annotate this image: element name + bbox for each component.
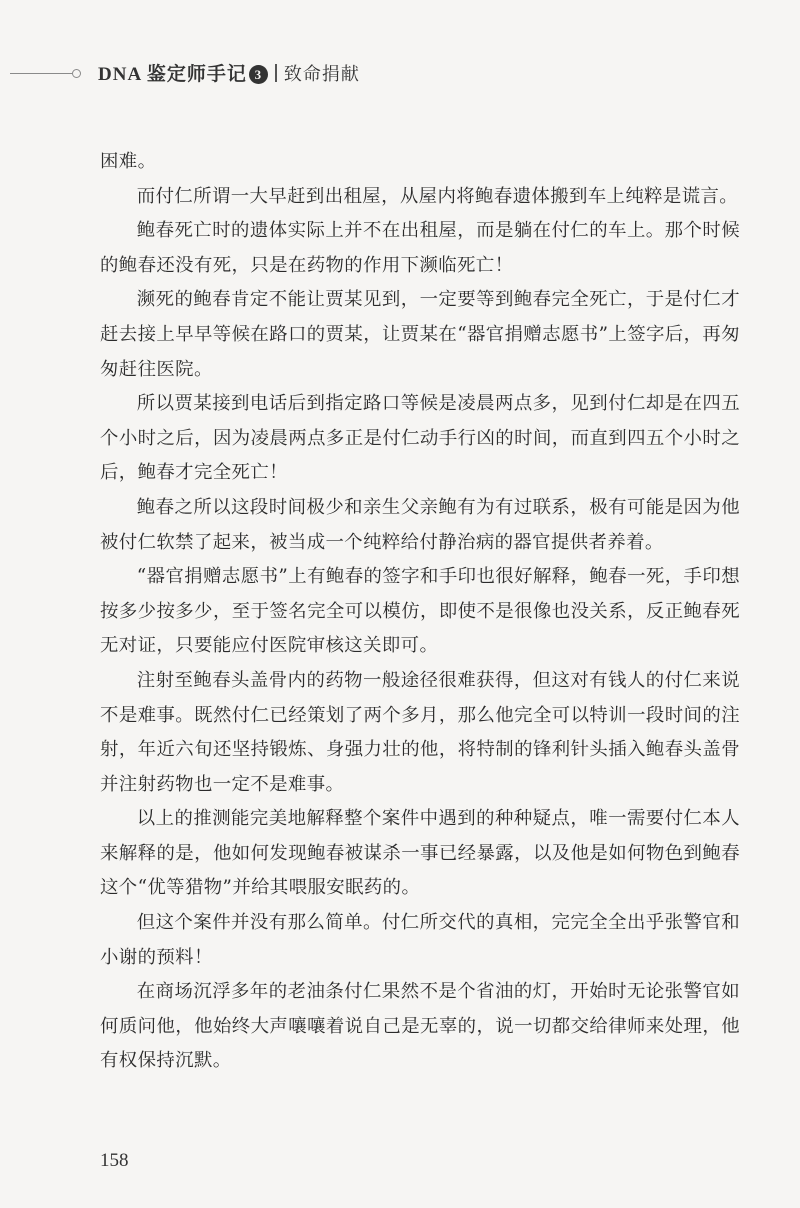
paragraph: 濒死的鲍春肯定不能让贾某见到，一定要等到鲍春完全死亡，于是付仁才赶去接上早早等候在路口的贾某，让贾某在“器官捐赠志愿书”上签字后，再匆匆赶往医院。 [100, 289, 740, 380]
paragraph: 所以贾某接到电话后到指定路口等候是凌晨两点多，见到付仁却是在四五个小时之后，因为凌晨两点多正是付仁动手行凶的时间，而直到四五个小时之后，鲍春才完全死亡！ [100, 393, 740, 484]
book-subtitle: 致命捐献 [283, 64, 360, 84]
paragraph: 但这个案件并没有那么简单。付仁所交代的真相，完完全全出乎张警官和小谢的预料！ [100, 912, 740, 968]
paragraph: 注射至鲍春头盖骨内的药物一般途径很难获得，但这对有钱人的付仁来说不是难事。既然付仁已经策划了两个多月，那么他完全可以特训一段时间的注射，年近六旬还坚持锻炼、身强力壮的他，将特制的锋利针头插入鲍春头盖骨并注射药物也一定不是难事。 [100, 669, 740, 795]
paragraph: 困难。 [100, 151, 157, 172]
paragraph: 鲍春之所以这段时间极少和亲生父亲鲍有为有过联系，极有可能是因为他被付仁软禁了起来，被当成一个纯粹给付静治病的器官提供者养着。 [100, 496, 740, 553]
running-header [0, 56, 800, 90]
book-title: DNA 鉴定师手记 [98, 64, 247, 85]
header-rule [10, 73, 72, 74]
page-number: 158 [100, 1150, 129, 1171]
header-separator [275, 64, 277, 82]
paragraph: 鲍春死亡时的遗体实际上并不在出租屋，而是躺在付仁的车上。那个时候的鲍春还没有死，只是在药物的作用下濒临死亡！ [100, 220, 740, 276]
paragraph: “器官捐赠志愿书”上有鲍春的签字和手印也很好解释，鲍春一死，手印想按多少按多少，至于签名完全可以模仿，即使不是很像也没关系，反正鲍春死无对证，只要能应付医院审核这关即可。 [100, 566, 740, 657]
header-title [98, 59, 360, 86]
paragraph: 而付仁所谓一大早赶到出租屋，从屋内将鲍春遗体搬到车上纯粹是谎言。 [136, 185, 739, 207]
body-text [100, 145, 740, 1079]
paragraph: 以上的推测能完美地解释整个案件中遇到的种种疑点，唯一需要付仁本人来解释的是，他如何发现鲍春被谋杀一事已经暴露，以及他是如何物色到鲍春这个“优等猎物”并给其喂服安眠药的。 [100, 808, 740, 899]
header-circle-ornament [72, 69, 81, 78]
paragraph: 在商场沉浮多年的老油条付仁果然不是个省油的灯，开始时无论张警官如何质问他，他始终大声嚷嚷着说自己是无辜的，说一切都交给律师来处理，他有权保持沉默。 [100, 981, 740, 1072]
volume-number-badge: 3 [249, 65, 268, 84]
